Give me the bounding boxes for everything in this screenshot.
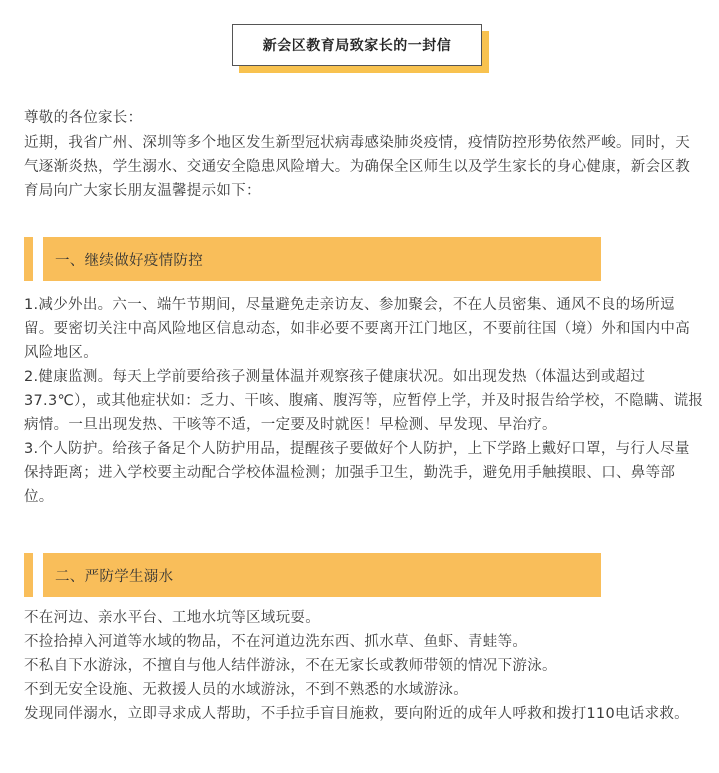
- section-heading-epidemic: [24, 237, 601, 281]
- list-item: 1.减少外出。六一、端午节期间，尽量避免走亲访友、参加聚会，不在人员密集、通风不良的场所逗留。要密切关注中高风险地区信息动态，如非必要不要离开江门地区，不要前往国（境）外和国内中高风险地区。: [24, 297, 690, 361]
- list-item: 不在河边、亲水平台、工地水坑等区域玩耍。: [24, 610, 320, 626]
- list-item: 不到无安全设施、无救援人员的水域游泳，不到不熟悉的水域游泳。: [24, 682, 468, 698]
- section-heading-label: 二、严防学生溺水: [43, 553, 601, 597]
- section-accent-bar: [24, 237, 33, 281]
- intro-text: 近期，我省广州、深圳等多个地区发生新型冠状病毒感染肺炎疫情，疫情防控形势依然严峻。同时，天气逐渐炎热，学生溺水、交通安全隐患风险增大。为确保全区师生以及学生家长的身心健康，新会区教育局向广大家长朋友温馨提示如下：: [24, 135, 690, 199]
- section-heading-drowning: [24, 553, 601, 597]
- section-body-epidemic: [24, 293, 704, 509]
- list-item: 不捡拾掉入河道等水域的物品，不在河道边洗东西、抓水草、鱼虾、青蛙等。: [24, 634, 528, 650]
- title-banner: [232, 24, 482, 66]
- greeting-text: 尊敬的各位家长：: [24, 110, 143, 126]
- list-item: 2.健康监测。每天上学前要给孩子测量体温并观察孩子健康状况。如出现发热（体温达到或超过37.3℃），或其他症状如：乏力、干咳、腹痛、腹泻等，应暂停上学，并及时报告给学校，不隐瞒、谎报病情。一旦出现发热、干咳等不适，一定要及时就医！早检测、早发现、早治疗。: [24, 369, 704, 433]
- list-item: 发现同伴溺水，立即寻求成人帮助，不手拉手盲目施救，要向附近的成年人呼救和拨打110电话求救。: [24, 706, 689, 722]
- list-item: 不私自下水游泳，不擅自与他人结伴游泳，不在无家长或教师带领的情况下游泳。: [24, 658, 557, 674]
- section-body-drowning: [24, 606, 704, 726]
- section-accent-bar: [24, 553, 33, 597]
- page-title: 新会区教育局致家长的一封信: [232, 24, 482, 66]
- list-item: 3.个人防护。给孩子备足个人防护用品，提醒孩子要做好个人防护，上下学路上戴好口罩，与行人尽量保持距离；进入学校要主动配合学校体温检测；加强手卫生，勤洗手，避免用手触摸眼、口、鼻等部位。: [24, 441, 690, 505]
- intro-paragraph: [24, 131, 704, 203]
- greeting: [24, 106, 704, 130]
- section-heading-label: 一、继续做好疫情防控: [43, 237, 601, 281]
